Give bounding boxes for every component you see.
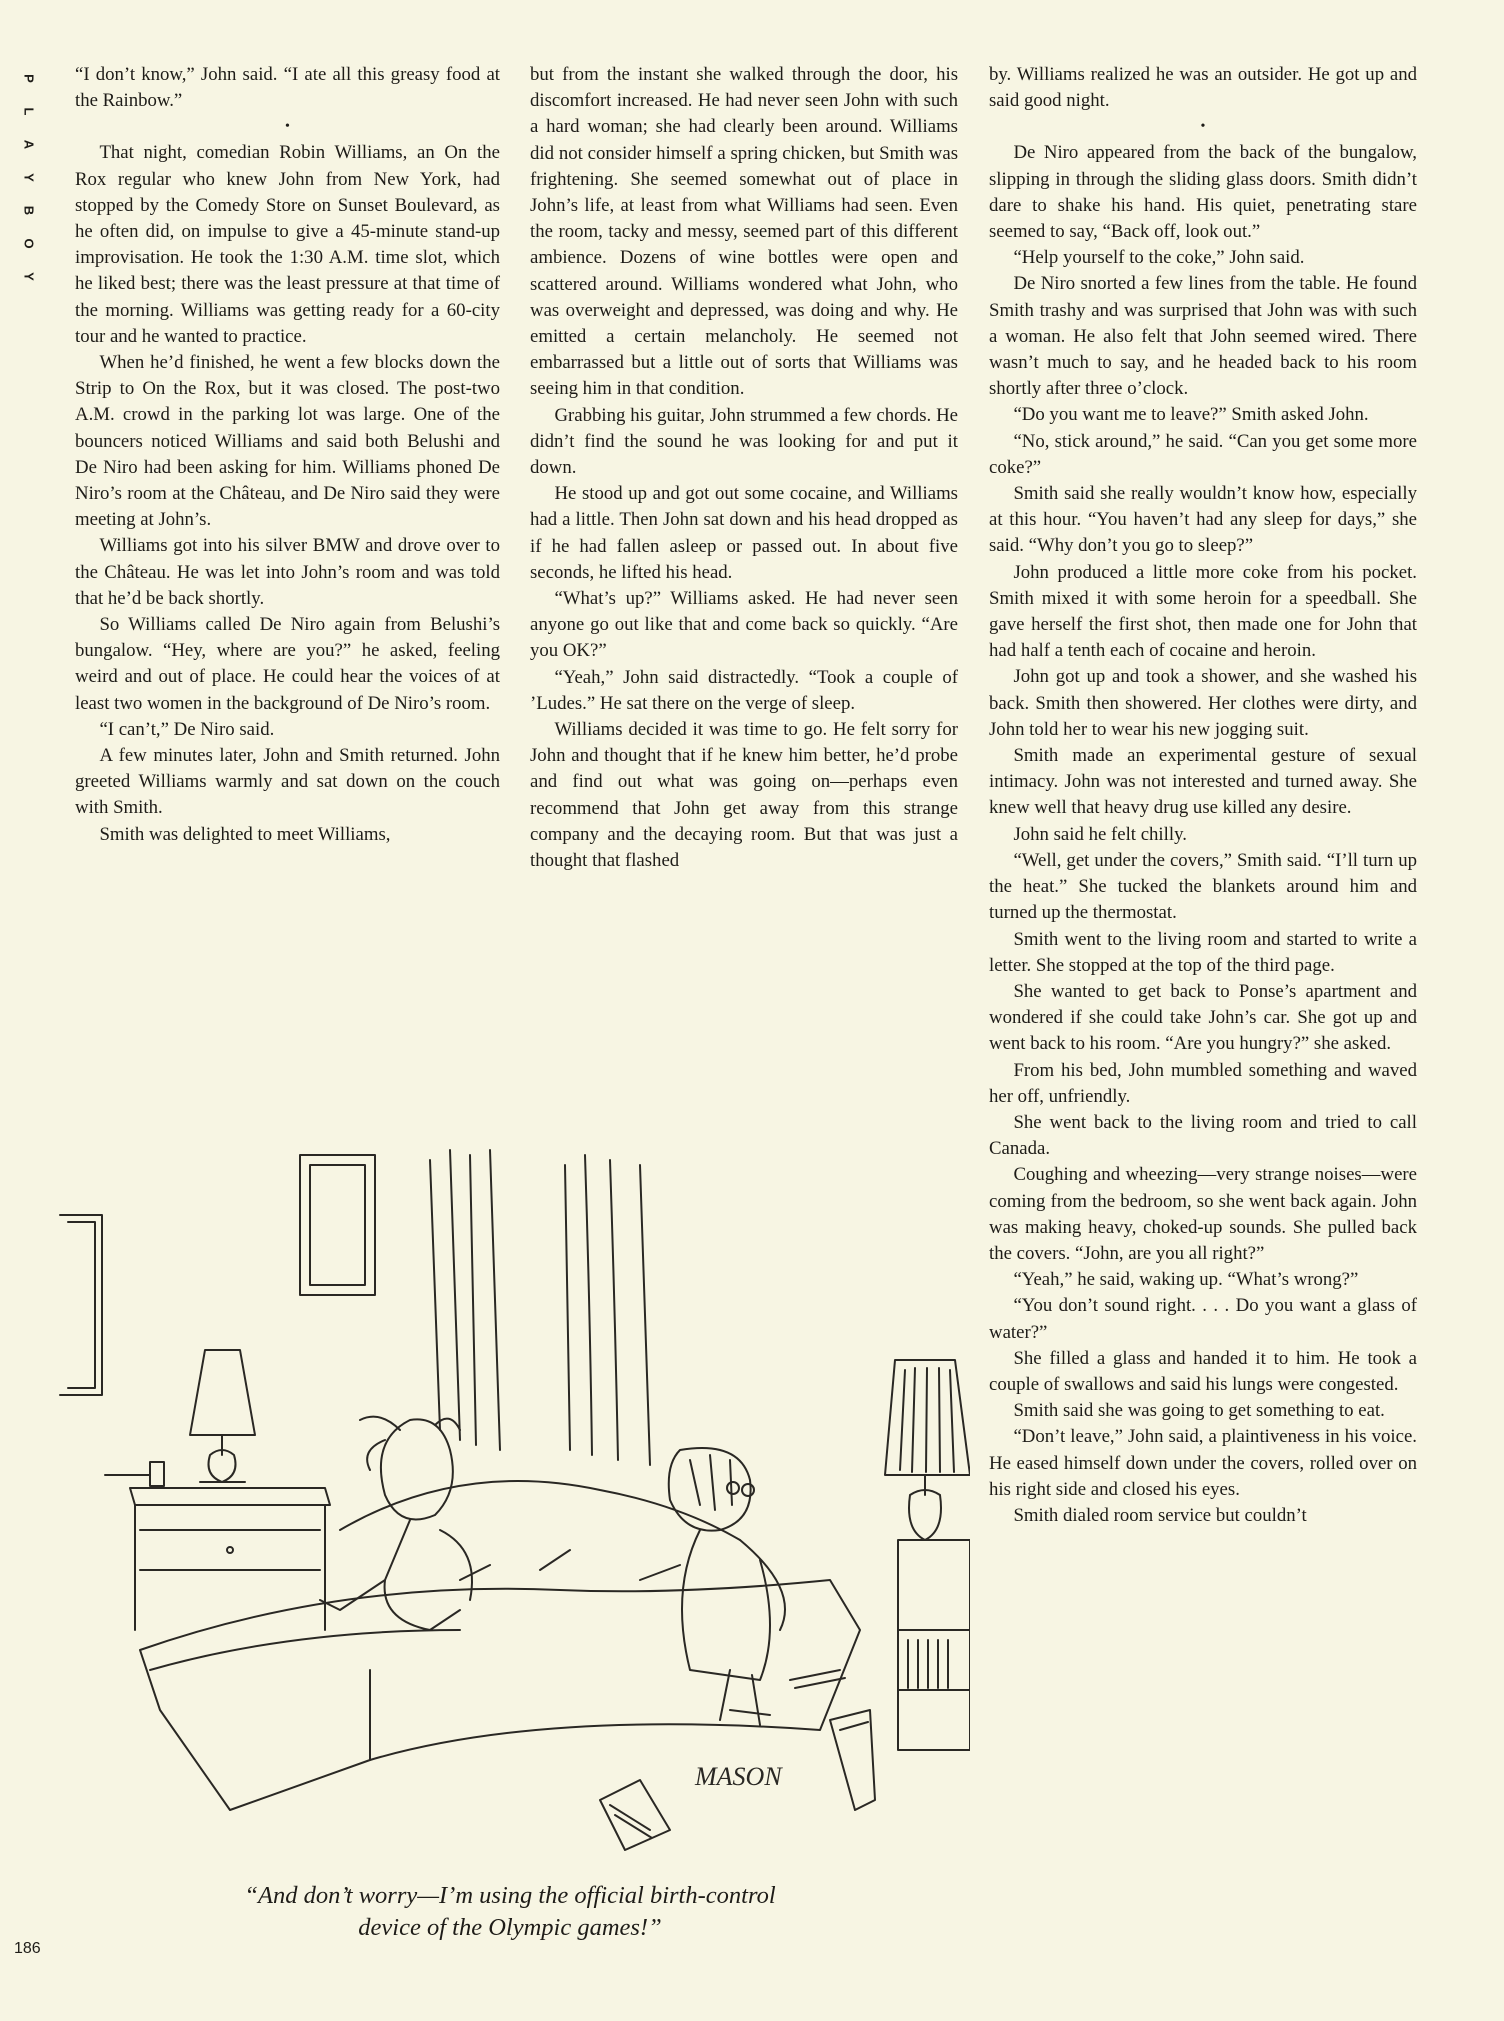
article-paragraph: So Williams called De Niro again from Belushi’s bungalow. “Hey, where are you?” he asked, feeling weird and out of place. He could hear the voices of at least two women in the background of De Niro’s room. (75, 614, 500, 714)
cartoon-caption (110, 1880, 910, 1944)
text-column-1 (75, 62, 500, 848)
article-paragraph: “Well, get under the covers,” Smith said. “I’ll turn up the heat.” She tucked the blankets around him and turned up the thermostat. (989, 849, 1417, 924)
logo-letter: A (21, 139, 37, 150)
text-column-2 (530, 62, 958, 874)
article-paragraph: “Yeah,” he said, waking up. “What’s wrong?” (1013, 1269, 1359, 1291)
article-paragraph: Smith said she was going to get something to eat. (1013, 1400, 1385, 1422)
article-paragraph: She went back to the living room and tried to call Canada. (989, 1111, 1417, 1160)
artist-signature: MASON (695, 1762, 782, 1791)
article-paragraph: “No, stick around,” he said. “Can you get some more coke?” (989, 430, 1417, 478)
article-paragraph: “Don’t leave,” John said, a plaintiveness in his voice. He eased himself down under the covers, rolled over on his right side and closed his eyes. (989, 1426, 1417, 1500)
article-paragraph: John produced a little more coke from his pocket. Smith mixed it with some heroin for a speedball. She gave herself the first shot, then made one for John that had half a tenth each of cocaine and heroin. (989, 561, 1417, 662)
logo-letter: Y (21, 272, 37, 281)
article-paragraph: “You don’t sound right. . . . Do you want a glass of water?” (989, 1295, 1417, 1343)
text-column-3 (989, 62, 1417, 1529)
caption-line: device of the Olympic games!” (358, 1914, 662, 1941)
article-paragraph: Smith said she really wouldn’t know how, especially at this hour. “You haven’t had any sleep for days,” she said. “Why don’t you go to sleep?” (989, 483, 1417, 557)
article-paragraph: “Help yourself to the coke,” John said. (1013, 247, 1305, 269)
article-paragraph: She filled a glass and handed it to him. He took a couple of swallows and said his lungs were congested. (989, 1347, 1417, 1395)
article-paragraph: Williams got into his silver BMW and drove over to the Château. He was let into John’s room and was told that he’d be back shortly. (75, 535, 500, 609)
article-paragraph: When he’d finished, he went a few blocks down the Strip to On the Rox, but it was closed. The post-two A.M. crowd in the parking lot was large. One of the bouncers noticed Williams and said both Belushi and De Niro had been asking for him. Williams phoned De Niro’s room at the Château, and De Niro said they were meeting at John’s. (75, 352, 500, 531)
article-paragraph: but from the instant she walked through the door, his discomfort increased. He had never seen John with such a hard woman; she had clearly been around. Williams did not consider himself a spring chicken, but Smith was frightening. She seemed somewhat out of place in John’s life, at least from what Williams had seen. Even the room, tacky and messy, seemed part of this different ambience. Dozens of wine bottles were open and scattered around. Williams wondered what John, who was overweight and depressed, was doing and why. He emitted a certain melancholy. He seemed not embarrassed but a little out of sorts that Williams was seeing him in that condition. (530, 64, 958, 400)
article-paragraph: “I can’t,” De Niro said. (99, 718, 275, 740)
playboy-sidebar-logo (12, 62, 37, 293)
article-paragraph: That night, comedian Robin Williams, an On the Rox regular who knew John from New York, had stopped by the Comedy Store on Sunset Boulevard, as he often did, on impulse to give a 45-minute stand-up improvisation. He took the 1:30 A.M. time slot, which he liked best; there was the least pressure at that time of the morning. Williams was getting ready for a 60-city tour and he wanted to practice. (75, 142, 500, 347)
article-paragraph: Coughing and wheezing—very strange noises—were coming from the bedroom, so she went back again. John was making heavy, choked-up sounds. She pulled back the covers. “John, are you all right?” (989, 1164, 1417, 1264)
article-paragraph: “Yeah,” John said distractedly. “Took a couple of ’Ludes.” He sat there on the verge of sleep. (530, 666, 958, 714)
article-paragraph: He stood up and got out some cocaine, and Williams had a little. Then John sat down and his head dropped as if he had fallen asleep or passed out. In about five seconds, he lifted his head. (530, 483, 958, 583)
logo-letter: P (21, 74, 37, 83)
article-paragraph: by. Williams realized he was an outsider. He got up and said good night. (989, 64, 1417, 112)
article-paragraph: De Niro appeared from the back of the bungalow, slipping in through the sliding glass doors. Smith didn’t dare to shake his hand. His quiet, penetrating stare seemed to say, “Back off, look out.” (989, 142, 1417, 243)
logo-letter: L (21, 107, 37, 116)
article-paragraph: A few minutes later, John and Smith returned. John greeted Williams warmly and sat down on the couch with Smith. (75, 745, 500, 819)
article-paragraph: De Niro snorted a few lines from the table. He found Smith trashy and was surprised that John was with such a woman. He also felt that John seemed wired. There wasn’t much to say, and he headed back to his room shortly after three o’clock. (989, 273, 1417, 400)
section-break-bullet: • (285, 119, 290, 135)
article-paragraph: “Do you want me to leave?” Smith asked John. (1013, 404, 1369, 426)
logo-letter: Y (21, 173, 37, 182)
article-paragraph: “I don’t know,” John said. “I ate all this greasy food at the Rainbow.” (75, 64, 500, 112)
article-paragraph: John said he felt chilly. (1013, 823, 1187, 845)
section-break-bullet: • (1200, 119, 1206, 135)
page-number: 186 (14, 1940, 41, 1957)
article-paragraph: Grabbing his guitar, John strummed a few chords. He didn’t find the sound he was looking for and put it down. (530, 404, 958, 479)
cartoon-illustration (40, 1110, 970, 1870)
caption-line: “And don’t worry—I’m using the official birth-control (244, 1882, 776, 1909)
article-paragraph: Smith was delighted to meet Williams, (99, 823, 391, 845)
article-paragraph: Smith dialed room service but couldn’t (1013, 1504, 1307, 1526)
article-paragraph: John got up and took a shower, and she washed his back. Smith then showered. Her clothes were dirty, and John told her to wear his new jogging suit. (989, 666, 1417, 740)
article-paragraph: From his bed, John mumbled something and waved her off, unfriendly. (989, 1059, 1417, 1107)
article-paragraph: Smith went to the living room and started to write a letter. She stopped at the top of the third page. (989, 928, 1417, 976)
article-paragraph: Williams decided it was time to go. He felt sorry for John and thought that if he knew him better, he’d probe and find out what was going on—perhaps even recommend that John get away from this strange company and the decaying room. But that was just a thought that flashed (530, 719, 958, 872)
article-paragraph: Smith made an experimental gesture of sexual intimacy. John was not interested and turned away. She knew well that heavy drug use killed any desire. (989, 745, 1417, 819)
article-paragraph: “What’s up?” Williams asked. He had never seen anyone go out like that and come back so quickly. “Are you OK?” (530, 588, 958, 662)
article-paragraph: She wanted to get back to Ponse’s apartment and wondered if she could take John’s car. She got up and went back to his room. “Are you hungry?” she asked. (989, 980, 1417, 1055)
logo-letter: B (21, 205, 37, 216)
logo-letter: O (21, 238, 37, 249)
